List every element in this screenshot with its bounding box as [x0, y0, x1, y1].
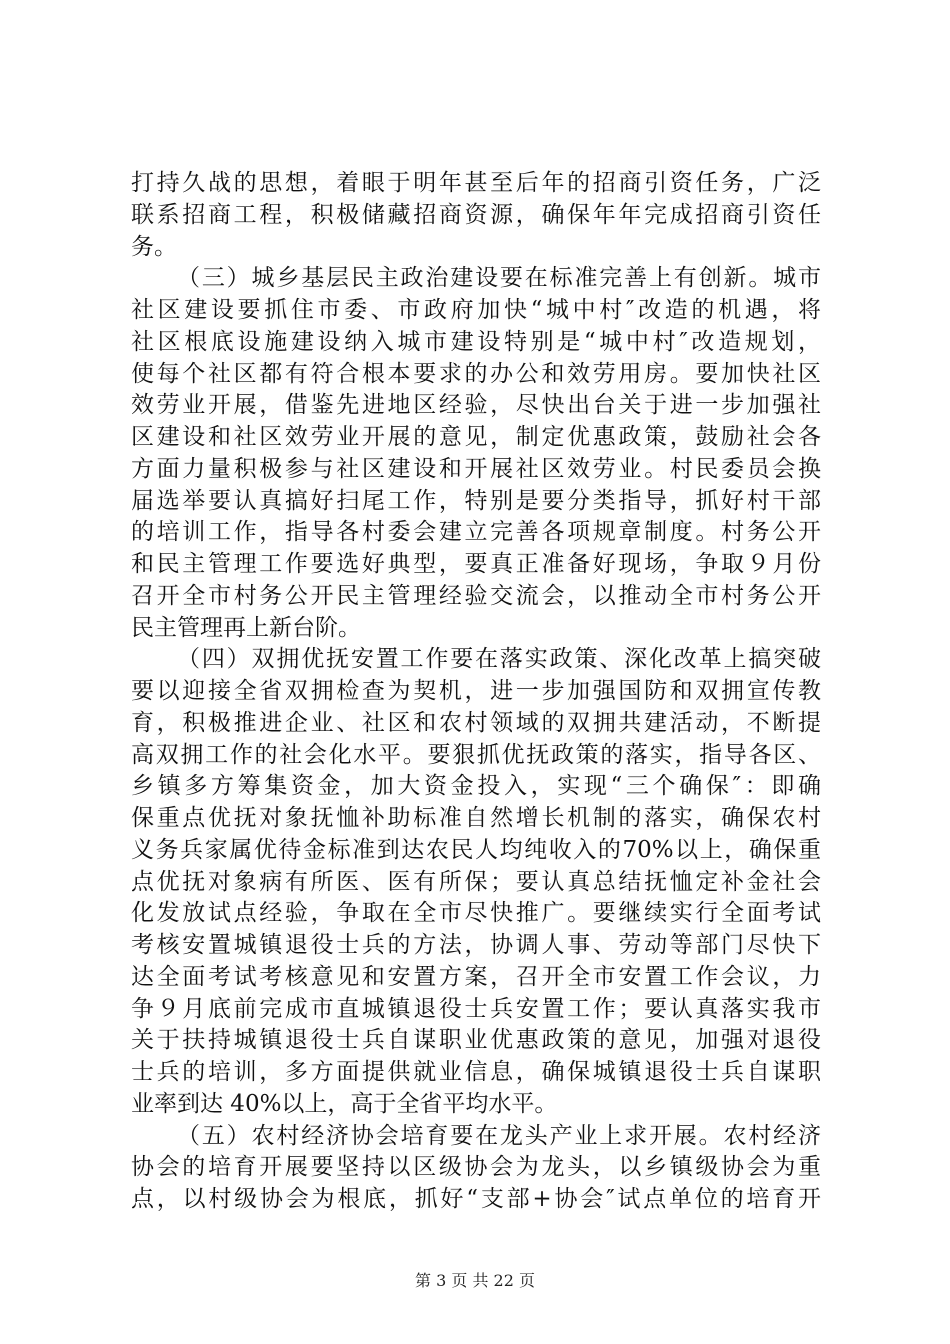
text-line-30: 业率到达 40%以上，高于全省平均水平。: [131, 1090, 558, 1117]
page-number-label: 第 3 页 共 22 页: [415, 1271, 535, 1290]
text-line-14: 召开全市村务公开民主管理经验交流会，以推动全市村务公开: [131, 582, 821, 609]
document-body: [131, 168, 821, 1216]
text-line-5: 社区建设要抓住市委、市政府加快“城中村″改造的机遇，将: [131, 297, 821, 323]
text-line-23: 点优抚对象病有所医、医有所保；要认真总结抚恤定补金社会: [131, 868, 821, 895]
text-line-18: 育，积极推进企业、社区和农村领域的双拥共建活动，不断提: [131, 709, 821, 736]
text-line-26: 达全面考试考核意见和安置方案，召开全市安置工作会议，力: [131, 963, 821, 990]
text-line-32: 协会的培育开展要坚持以区级协会为龙头，以乡镇级协会为重: [131, 1154, 821, 1181]
text-line-17: 要以迎接全省双拥检查为契机，进一步加强国防和双拥宣传教: [131, 678, 821, 704]
text-line-12: 的培训工作，指导各村委会建立完善各项规章制度。村务公开: [131, 519, 821, 546]
text-line-11: 届选举要认真搞好扫尾工作，特别是要分类指导，抓好村干部: [131, 487, 821, 514]
text-line-10: 方面力量积极参与社区建设和开展社区效劳业。村民委员会换: [131, 455, 821, 482]
text-line-8: 效劳业开展，借鉴先进地区经验，尽快出台关于进一步加强社: [131, 392, 821, 419]
text-line-21: 保重点优抚对象抚恤补助标准自然增长机制的落实，确保农村: [131, 805, 821, 831]
text-line-33: 点，以村级协会为根底，抓好“支部+协会″试点单位的培育开: [131, 1186, 821, 1212]
text-line-4: （三）城乡基层民主政治建设要在标准完善上有创新。城市: [177, 265, 821, 292]
text-line-27: 争９月底前完成市直城镇退役士兵安置工作；要认真落实我市: [131, 995, 821, 1022]
text-line-2: 联系招商工程，积极储藏招商资源，确保年年完成招商引资任: [131, 201, 821, 228]
text-line-16: （四）双拥优抚安置工作要在落实政策、深化改革上搞突破: [177, 646, 821, 673]
page-footer: [0, 1271, 950, 1291]
text-line-22: 义务兵家属优待金标准到达农民人均纯收入的70%以上，确保重: [131, 836, 821, 863]
text-line-31: （五）农村经济协会培育要在龙头产业上求开展。农村经济: [177, 1122, 821, 1149]
text-line-20: 乡镇多方筹集资金，加大资金投入，实现“三个确保″：即确: [131, 773, 821, 800]
text-line-28: 关于扶持城镇退役士兵自谋职业优惠政策的意见，加强对退役: [131, 1027, 821, 1054]
text-line-9: 区建设和社区效劳业开展的意见，制定优惠政策，鼓励社会各: [131, 424, 821, 450]
text-line-7: 使每个社区都有符合根本要求的办公和效劳用房。要加快社区: [131, 360, 821, 387]
text-line-3: 务。: [131, 233, 177, 260]
text-line-1: 打持久战的思想，着眼于明年甚至后年的招商引资任务，广泛: [131, 170, 821, 196]
text-line-19: 高双拥工作的社会化水平。要狠抓优抚政策的落实，指导各区、: [131, 741, 821, 768]
text-line-24: 化发放试点经验，争取在全市尽快推广。要继续实行全面考试: [131, 900, 821, 927]
text-line-15: 民主管理再上新台阶。: [131, 614, 361, 641]
text-line-29: 士兵的培训，多方面提供就业信息，确保城镇退役士兵自谋职: [131, 1059, 821, 1085]
text-line-6: 社区根底设施建设纳入城市建设特别是“城中村″改造规划，: [131, 328, 821, 355]
text-line-25: 考核安置城镇退役士兵的方法，协调人事、劳动等部门尽快下: [131, 932, 821, 958]
text-line-13: 和民主管理工作要选好典型，要真正准备好现场，争取９月份: [131, 551, 821, 577]
